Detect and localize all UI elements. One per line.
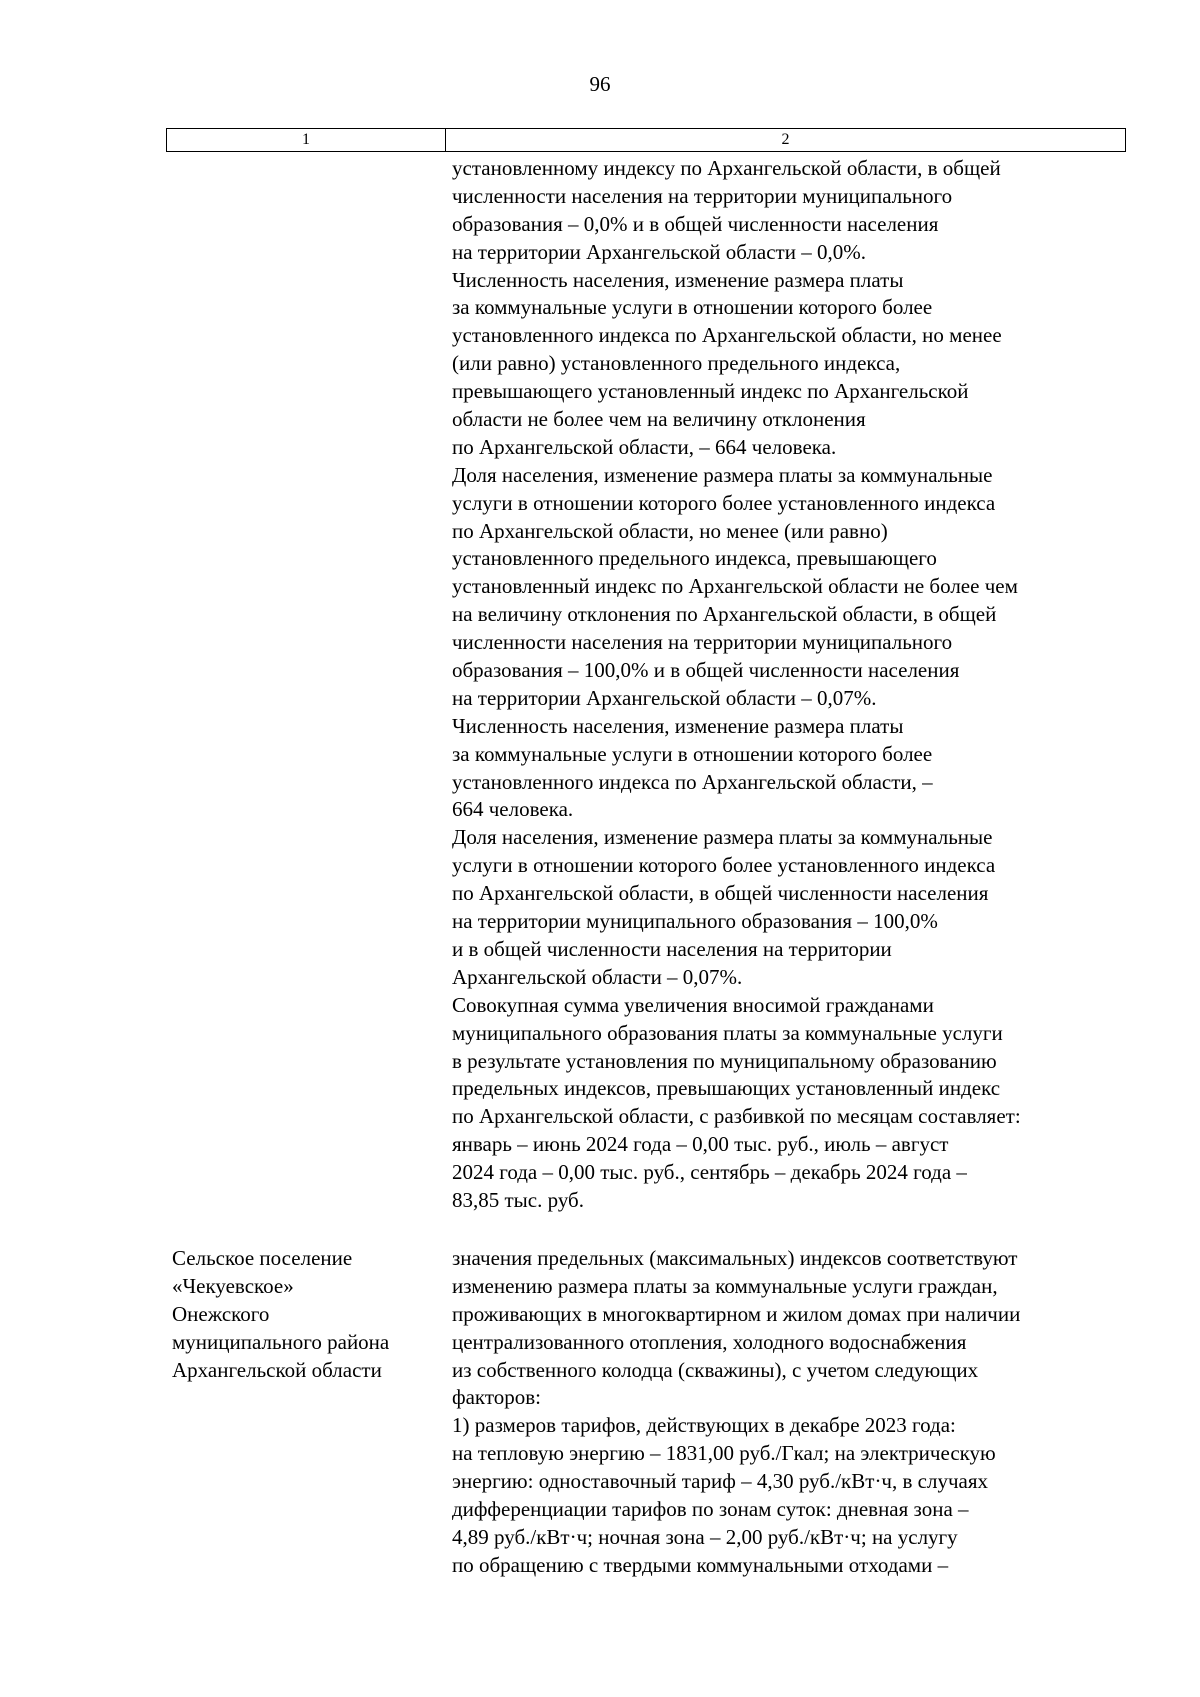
text-line: установленного индекса по Архангельской области, – — [452, 769, 933, 794]
text-line: Совокупная сумма увеличения вносимой гражданами — [452, 992, 934, 1017]
text-line: Онежского — [172, 1301, 270, 1326]
text-line: по Архангельской области, в общей численности населения — [452, 881, 989, 906]
text-line: численности населения на территории муниципального — [452, 630, 953, 655]
text-line: превышающего установленный индекс по Архангельской — [452, 379, 969, 404]
text-line: Архангельской области — [172, 1357, 382, 1382]
column-number-1: 1 — [167, 129, 446, 151]
text-line: 4,89 руб./кВт·ч; ночная зона – 2,00 руб./кВт·ч; на услугу — [452, 1524, 958, 1549]
continuation-text — [452, 155, 1021, 1215]
text-line: установленному индексу по Архангельской области, в общей — [452, 156, 1001, 180]
text-line: изменению размера платы за коммунальные услуги граждан, — [452, 1273, 998, 1298]
text-line: Доля населения, изменение размера платы за коммунальные — [452, 825, 993, 850]
text-line: образования – 0,0% и в общей численности населения — [452, 211, 939, 236]
text-line: на территории Архангельской области – 0,0%. — [452, 239, 866, 264]
text-line: на величину отклонения по Архангельской области, в общей — [452, 602, 997, 627]
text-line: Численность населения, изменение размера платы — [452, 713, 904, 738]
municipality-name — [172, 1245, 389, 1384]
text-line: дифференциации тарифов по зонам суток: дневная зона – — [452, 1497, 969, 1522]
text-line: 1) размеров тарифов, действующих в декабре 2023 года: — [452, 1413, 956, 1438]
text-line: по обращению с твердыми коммунальными отходами – — [452, 1552, 949, 1577]
table-column-header — [166, 128, 1126, 152]
text-line: по Архангельской области, – 664 человека. — [452, 434, 837, 459]
text-line: факторов: — [452, 1385, 542, 1410]
text-line: на территории Архангельской области – 0,07%. — [452, 685, 877, 710]
text-line: установленный индекс по Архангельской области не более чем — [452, 574, 1018, 599]
text-line: предельных индексов, превышающих установленный индекс — [452, 1076, 1001, 1101]
text-line: установленного индекса по Архангельской области, но менее — [452, 323, 1002, 348]
text-line: «Чекуевское» — [172, 1273, 294, 1298]
text-line: значения предельных (максимальных) индексов соответствуют — [452, 1246, 1018, 1270]
text-line: энергию: одноставочный тариф – 4,30 руб./кВт·ч, в случаях — [452, 1469, 989, 1494]
text-line: (или равно) установленного предельного индекса, — [452, 351, 901, 376]
text-line: из собственного колодца (скважины), с учетом следующих — [452, 1357, 979, 1382]
text-line: области не более чем на величину отклонения — [452, 407, 866, 432]
text-line: Численность населения, изменение размера платы — [452, 267, 904, 292]
text-line: муниципального района — [172, 1329, 390, 1354]
text-line: 664 человека. — [452, 797, 574, 822]
text-line: 2024 года – 0,00 тыс. руб., сентябрь – декабрь 2024 года – — [452, 1160, 967, 1185]
text-line: услуги в отношении которого более установленного индекса — [452, 853, 996, 878]
text-line: январь – июнь 2024 года – 0,00 тыс. руб., июль – август — [452, 1132, 949, 1157]
text-line: численности населения на территории муниципального — [452, 183, 953, 208]
text-line: централизованного отопления, холодного водоснабжения — [452, 1329, 967, 1354]
text-line: по Архангельской области, но менее (или равно) — [452, 518, 888, 543]
text-line: по Архангельской области, с разбивкой по месяцам составляет: — [452, 1104, 1021, 1129]
text-line: услуги в отношении которого более установленного индекса — [452, 490, 996, 515]
text-line: 83,85 тыс. руб. — [452, 1187, 584, 1212]
text-line: на тепловую энергию – 1831,00 руб./Гкал; на электрическую — [452, 1441, 996, 1466]
text-line: за коммунальные услуги в отношении которого более — [452, 295, 933, 320]
text-line: Сельское поселение — [172, 1246, 353, 1270]
page-number: 96 — [589, 72, 611, 96]
text-line: Доля населения, изменение размера платы за коммунальные — [452, 462, 993, 487]
column-number-2: 2 — [781, 131, 790, 148]
text-line: в результате установления по муниципальному образованию — [452, 1048, 997, 1073]
text-line: на территории муниципального образования – 100,0% — [452, 909, 938, 934]
text-line: проживающих в многоквартирном и жилом домах при наличии — [452, 1301, 1021, 1326]
text-line: муниципального образования платы за коммунальные услуги — [452, 1020, 1003, 1045]
text-line: образования – 100,0% и в общей численности населения — [452, 658, 960, 683]
text-line: установленного предельного индекса, превышающего — [452, 546, 937, 571]
text-line: и в общей численности населения на территории — [452, 936, 892, 961]
text-line: за коммунальные услуги в отношении которого более — [452, 741, 933, 766]
text-line: Архангельской области – 0,07%. — [452, 964, 743, 989]
municipality-description — [452, 1245, 1020, 1580]
